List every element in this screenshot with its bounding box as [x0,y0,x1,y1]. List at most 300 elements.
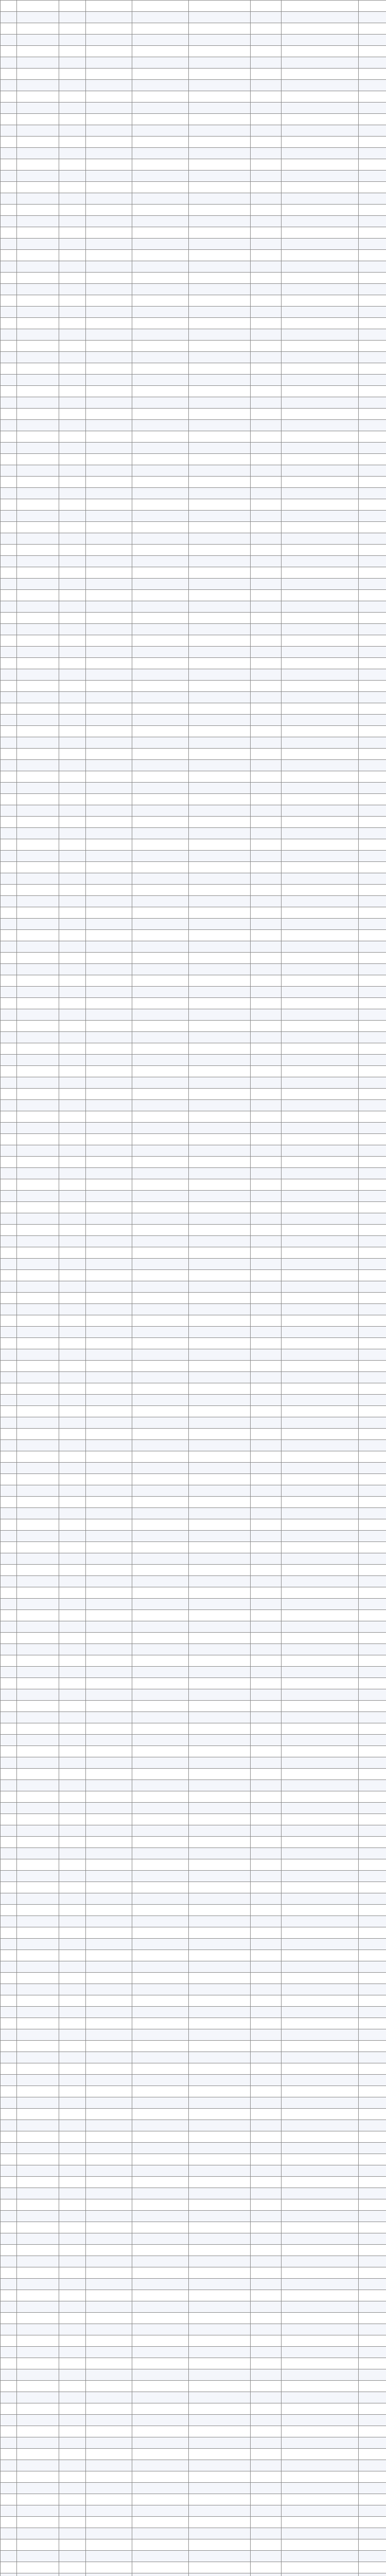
table-row [1,794,386,805]
table-cell [189,1021,251,1032]
table-cell [86,1111,132,1123]
table-cell [359,624,386,635]
table-cell [86,930,132,941]
table-cell [282,205,359,216]
table-cell [189,2279,251,2290]
table-cell [17,839,59,851]
table-cell [251,1961,282,1973]
table-cell [251,1689,282,1701]
table-cell [251,1202,282,1213]
table-cell [86,148,132,159]
table-cell [59,80,86,91]
table-cell [251,1361,282,1372]
table-cell [132,103,189,114]
table-cell [86,1576,132,1587]
table-cell [189,2143,251,2154]
table-row [1,1213,386,1225]
table-cell [17,1837,59,1848]
table-cell [59,1542,86,1553]
table-cell [251,2233,282,2245]
table-cell [189,420,251,431]
table-cell [251,2562,282,2573]
table-cell [251,1599,282,1610]
table-cell [1,1338,17,1349]
table-cell [59,1179,86,1191]
table-cell [282,556,359,567]
table-cell [282,1859,359,1871]
table-cell [282,2290,359,2301]
table-cell [1,1599,17,1610]
table-cell [1,2154,17,2165]
table-cell [189,2109,251,2120]
table-cell [189,975,251,987]
table-cell [251,1055,282,1066]
table-cell [189,1882,251,1893]
table-cell [189,953,251,964]
table-cell [359,635,386,647]
table-cell [189,465,251,477]
table-cell [1,1304,17,1315]
table-cell [86,613,132,624]
table-cell [59,1859,86,1871]
table-cell [359,329,386,341]
table-cell [1,1485,17,1497]
table-cell [359,1825,386,1837]
table-cell [359,658,386,669]
table-row [1,1667,386,1678]
table-cell [1,409,17,420]
table-cell [1,1270,17,1281]
table-cell [282,1179,359,1191]
table-row [1,669,386,681]
table-cell [1,2052,17,2063]
table-cell [86,499,132,511]
table-cell [189,1984,251,1995]
table-cell [282,182,359,193]
table-cell [359,307,386,318]
table-cell [359,590,386,601]
table-cell [359,1327,386,1338]
table-row [1,2007,386,2018]
table-cell [132,2109,189,2120]
table-cell [59,896,86,907]
table-cell [17,669,59,681]
table-cell [282,148,359,159]
table-cell [359,1451,386,1463]
table-row [1,556,386,567]
table-cell [282,23,359,35]
table-cell [189,125,251,137]
table-cell [189,1995,251,2007]
table-cell [86,261,132,273]
table-cell [359,2426,386,2437]
table-cell [359,2539,386,2551]
table-cell [251,57,282,69]
table-cell [189,817,251,828]
table-cell [189,511,251,522]
table-cell [282,2551,359,2562]
table-row [1,771,386,783]
table-cell [189,216,251,227]
table-cell [1,2143,17,2154]
table-row [1,2369,386,2381]
table-cell [359,352,386,363]
table-cell [282,375,359,386]
table-cell [282,1576,359,1587]
table-cell [17,737,59,749]
table-row [1,1066,386,1077]
table-row [1,1780,386,1791]
table-cell [251,1508,282,1519]
table-cell [59,1927,86,1939]
table-cell [251,1134,282,1145]
table-cell [86,1463,132,1474]
table-cell [17,1678,59,1689]
table-cell [1,239,17,250]
table-cell [59,930,86,941]
table-cell [86,182,132,193]
table-cell [17,1723,59,1735]
table-cell [359,295,386,307]
table-cell [359,771,386,783]
table-cell [17,2539,59,2551]
table-cell [59,828,86,839]
table-cell [1,431,17,443]
table-cell [86,851,132,862]
table-cell [86,2177,132,2188]
table-cell [1,1145,17,1157]
table-cell [359,1837,386,1848]
table-cell [132,1304,189,1315]
table-cell [59,2052,86,2063]
table-cell [282,545,359,556]
table-cell [359,2052,386,2063]
table-cell [59,1247,86,1259]
table-cell [251,1984,282,1995]
table-cell [132,885,189,896]
table-cell [132,2528,189,2539]
table-cell [282,1621,359,1633]
table-row [1,1565,386,1576]
table-cell [86,1055,132,1066]
table-cell [359,1769,386,1780]
table-row [1,737,386,749]
table-cell [132,386,189,397]
table-cell [1,1655,17,1667]
table-cell [251,239,282,250]
table-cell [86,2551,132,2562]
table-cell [189,363,251,375]
table-cell [282,907,359,919]
table-cell [282,567,359,579]
table-row [1,1191,386,1202]
table-cell [132,2041,189,2052]
table-cell [282,329,359,341]
table-cell [1,624,17,635]
table-cell [1,1882,17,1893]
table-cell [359,1531,386,1542]
table-row [1,522,386,533]
table-cell [17,2177,59,2188]
table-row [1,2573,386,2576]
table-cell [1,12,17,23]
table-cell [132,987,189,998]
table-row [1,2301,386,2313]
table-cell [189,205,251,216]
table-cell [59,533,86,545]
table-cell [1,1032,17,1043]
table-cell [1,1746,17,1757]
table-cell [251,2222,282,2233]
table-cell [132,964,189,975]
table-cell [282,397,359,409]
table-cell [251,1191,282,1202]
table-cell [251,1791,282,1803]
table-cell [282,1565,359,1576]
table-cell [282,1961,359,1973]
table-cell [359,2154,386,2165]
table-cell [359,2551,386,2562]
table-cell [1,397,17,409]
table-cell [132,1961,189,1973]
table-cell [189,1519,251,1531]
table-cell [359,1281,386,1293]
table-cell [359,1519,386,1531]
table-cell [86,284,132,295]
table-cell [86,1032,132,1043]
table-cell [86,1429,132,1440]
table-row [1,692,386,703]
table-cell [17,1848,59,1859]
table-cell [1,522,17,533]
table-cell [251,182,282,193]
table-cell [17,273,59,284]
table-cell [132,2154,189,2165]
table-cell [17,2233,59,2245]
table-row [1,103,386,114]
table-row [1,1383,386,1395]
table-cell [359,1497,386,1508]
table-cell [189,1871,251,1882]
table-cell [132,1837,189,1848]
table-cell [359,1213,386,1225]
table-cell [86,57,132,69]
table-cell [189,1746,251,1757]
table-cell [189,2539,251,2551]
table-cell [59,2154,86,2165]
table-cell [132,817,189,828]
table-cell [86,873,132,885]
table-cell [282,533,359,545]
table-cell [132,2471,189,2483]
table-cell [86,69,132,80]
table-cell [59,975,86,987]
table-cell [17,409,59,420]
table-cell [17,2267,59,2279]
table-cell [59,681,86,692]
table-cell [189,2290,251,2301]
table-cell [86,2109,132,2120]
table-cell [282,964,359,975]
table-cell [282,1089,359,1100]
table-row [1,1,386,12]
table-cell [282,975,359,987]
table-cell [132,1927,189,1939]
table-cell [86,737,132,749]
table-cell [17,601,59,613]
table-cell [17,760,59,771]
table-cell [59,1973,86,1984]
table-cell [1,2483,17,2494]
table-cell [282,1383,359,1395]
table-cell [251,1995,282,2007]
table-cell [17,1009,59,1021]
table-cell [17,975,59,987]
table-row [1,80,386,91]
table-cell [189,2335,251,2347]
table-row [1,1610,386,1621]
table-cell [86,1179,132,1191]
table-cell [359,1984,386,1995]
table-cell [59,919,86,930]
table-cell [86,2449,132,2460]
table-cell [189,1440,251,1451]
table-cell [132,1179,189,1191]
table-cell [132,114,189,125]
table-cell [86,2347,132,2358]
table-cell [282,465,359,477]
table-cell [132,1769,189,1780]
table-row [1,1202,386,1213]
table-cell [132,1270,189,1281]
table-cell [59,2369,86,2381]
table-cell [59,1848,86,1859]
table-cell [86,1519,132,1531]
table-cell [17,851,59,862]
table-cell [189,137,251,148]
table-row [1,590,386,601]
table-cell [251,363,282,375]
table-cell [282,647,359,658]
table-cell [1,1236,17,1247]
table-cell [59,1667,86,1678]
table-cell [132,1542,189,1553]
table-cell [86,1168,132,1179]
table-cell [1,1168,17,1179]
table-cell [189,1814,251,1825]
table-cell [17,1247,59,1259]
table-cell [132,352,189,363]
table-row [1,91,386,103]
table-row [1,749,386,760]
table-cell [282,1247,359,1259]
table-cell [59,1961,86,1973]
table-cell [189,1587,251,1599]
table-cell [59,2335,86,2347]
table-cell [1,635,17,647]
table-cell [359,953,386,964]
table-cell [132,69,189,80]
table-cell [59,2324,86,2335]
table-cell [59,953,86,964]
table-row [1,2154,386,2165]
table-cell [282,2109,359,2120]
table-cell [251,2075,282,2086]
table-cell [189,1429,251,1440]
table-cell [17,1236,59,1247]
table-cell [189,2063,251,2075]
table-cell [17,363,59,375]
table-cell [1,1565,17,1576]
table-cell [132,137,189,148]
table-cell [1,556,17,567]
table-cell [132,1372,189,1383]
table-cell [251,1927,282,1939]
table-cell [282,1009,359,1021]
table-cell [86,239,132,250]
table-cell [59,12,86,23]
table-cell [359,1712,386,1723]
table-row [1,341,386,352]
table-cell [86,1859,132,1871]
table-cell [86,1689,132,1701]
table-cell [17,1191,59,1202]
table-cell [86,2233,132,2245]
table-cell [359,1395,386,1406]
table-cell [1,941,17,953]
table-cell [1,2222,17,2233]
table-cell [132,601,189,613]
table-cell [251,2109,282,2120]
table-cell [132,35,189,46]
table-cell [1,1315,17,1327]
table-cell [251,307,282,318]
table-cell [132,1485,189,1497]
table-cell [17,1281,59,1293]
table-cell [59,873,86,885]
table-cell [251,2528,282,2539]
table-cell [17,341,59,352]
table-cell [282,1871,359,1882]
table-cell [282,1429,359,1440]
table-cell [86,1882,132,1893]
table-cell [132,2426,189,2437]
table-cell [359,1565,386,1576]
table-cell [86,114,132,125]
table-cell [17,227,59,239]
table-cell [359,2279,386,2290]
table-cell [189,318,251,329]
table-cell [1,2256,17,2267]
table-cell [132,2539,189,2551]
table-cell [282,1984,359,1995]
table-cell [251,23,282,35]
table-cell [251,1157,282,1168]
table-cell [189,1497,251,1508]
table-cell [359,35,386,46]
table-cell [1,2494,17,2505]
table-cell [132,545,189,556]
table-row [1,2143,386,2154]
table-cell [189,805,251,817]
table-cell [59,567,86,579]
table-cell [1,1712,17,1723]
table-cell [59,1553,86,1565]
table-cell [132,1859,189,1871]
table-cell [189,159,251,171]
table-cell [86,794,132,805]
table-cell [282,1599,359,1610]
